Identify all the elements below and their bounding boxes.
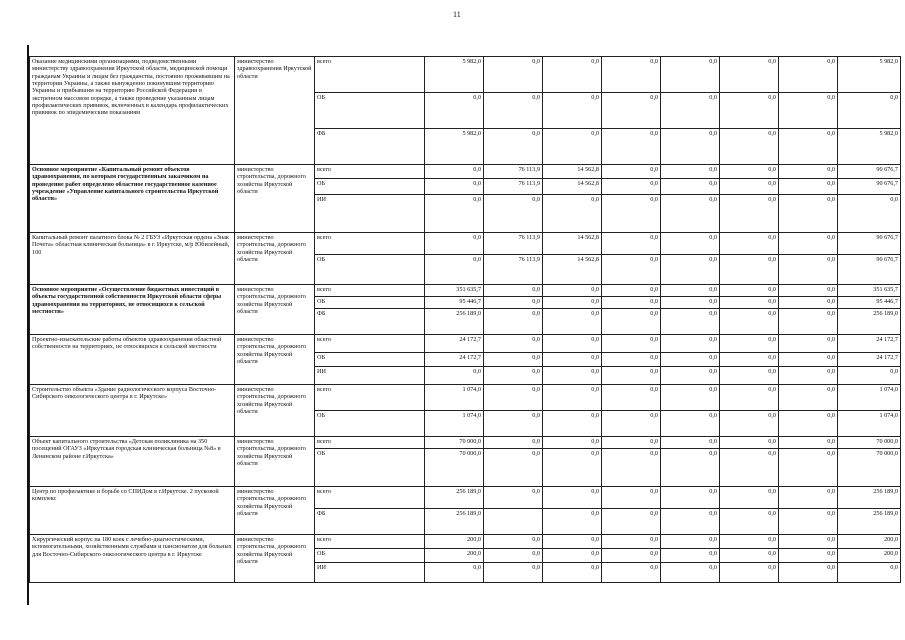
year-value-cell: 76 113,9 [484, 255, 543, 285]
year-value-cell: 256 189,0 [425, 487, 484, 509]
year-value-cell: 0,0 [779, 165, 838, 179]
year-value-cell: 256 189,0 [425, 309, 484, 335]
year-value-cell: 0,0 [543, 437, 602, 449]
year-value-cell: 351 635,7 [425, 285, 484, 297]
year-value-cell: 0,0 [720, 385, 779, 411]
year-value-cell: 0,0 [661, 535, 720, 549]
year-value-cell: 0,0 [661, 563, 720, 583]
activity-description: Хирургический корпус на 180 коек с лечебно-диагностическими, вспомогательными, хозяйственными службами и пансионатом для больных для Восточно-Сибирского онкологического центра в г. Иркутске [30, 535, 235, 583]
year-value-cell: 0,0 [484, 309, 543, 335]
year-value-cell: 0,0 [779, 57, 838, 93]
activity-description: Основное мероприятие «Капитальный ремонт объектов здравоохранения, по которым государственным заказчиком на проведение работ определено областное государственное казенное учреждение «Управление капитального строительства Иркутской области» [30, 165, 235, 233]
year-value-cell: 0,0 [720, 353, 779, 367]
program-table-body [30, 57, 901, 583]
total-value-cell: 90 676,7 [838, 179, 901, 195]
year-value-cell: 0,0 [602, 335, 661, 353]
year-value-cell: 0,0 [543, 57, 602, 93]
executor-cell: министерство строительства, дорожного хозяйства Иркутской области [235, 165, 315, 233]
year-value-cell: 70 000,0 [425, 449, 484, 487]
year-value-cell: 0,0 [779, 335, 838, 353]
year-value-cell: 0,0 [484, 297, 543, 309]
year-value-cell: 0,0 [779, 411, 838, 437]
funding-source-cell: ОБ [315, 411, 425, 437]
year-value-cell: 76 113,9 [484, 233, 543, 255]
year-value-cell: 0,0 [543, 509, 602, 535]
year-value-cell: 14 562,8 [543, 179, 602, 195]
year-value-cell: 24 172,7 [425, 335, 484, 353]
year-value-cell: 0,0 [720, 549, 779, 563]
year-value-cell: 0,0 [602, 195, 661, 233]
funding-source-cell: ФБ [315, 509, 425, 535]
year-value-cell: 0,0 [720, 437, 779, 449]
total-value-cell: 256 189,0 [838, 509, 901, 535]
year-value-cell: 0,0 [661, 449, 720, 487]
year-value-cell: 0,0 [661, 367, 720, 385]
year-value-cell: 0,0 [484, 353, 543, 367]
year-value-cell: 0,0 [543, 563, 602, 583]
funding-source-cell: ОБ [315, 353, 425, 367]
total-value-cell: 90 676,7 [838, 165, 901, 179]
year-value-cell: 0,0 [779, 233, 838, 255]
table-row [30, 57, 901, 93]
year-value-cell: 0,0 [720, 487, 779, 509]
executor-cell: министерство строительства, дорожного хозяйства Иркутской области [235, 385, 315, 437]
year-value-cell: 1 074,0 [425, 385, 484, 411]
year-value-cell: 0,0 [779, 353, 838, 367]
total-value-cell: 1 074,0 [838, 411, 901, 437]
year-value-cell: 0,0 [484, 449, 543, 487]
year-value-cell: 0,0 [661, 233, 720, 255]
year-value-cell: 14 562,8 [543, 165, 602, 179]
year-value-cell: 0,0 [661, 285, 720, 297]
total-value-cell: 0,0 [838, 93, 901, 129]
year-value-cell: 0,0 [484, 335, 543, 353]
year-value-cell: 0,0 [720, 57, 779, 93]
year-value-cell: 0,0 [543, 335, 602, 353]
year-value-cell: 0,0 [425, 165, 484, 179]
year-value-cell: 0,0 [484, 487, 543, 509]
year-value-cell: 0,0 [779, 179, 838, 195]
funding-source-cell: всего [315, 535, 425, 549]
year-value-cell: 0,0 [720, 255, 779, 285]
total-value-cell: 5 982,0 [838, 57, 901, 93]
year-value-cell: 0,0 [661, 129, 720, 165]
year-value-cell: 0,0 [720, 165, 779, 179]
year-value-cell: 0,0 [720, 195, 779, 233]
year-value-cell: 0,0 [720, 509, 779, 535]
year-value-cell: 0,0 [661, 353, 720, 367]
year-value-cell: 0,0 [543, 297, 602, 309]
year-value-cell: 0,0 [661, 437, 720, 449]
year-value-cell: 0,0 [602, 411, 661, 437]
executor-cell: министерство строительства, дорожного хозяйства Иркутской области [235, 437, 315, 487]
funding-source-cell: ИИ [315, 195, 425, 233]
year-value-cell: 0,0 [720, 233, 779, 255]
year-value-cell: 0,0 [661, 385, 720, 411]
table-row [30, 165, 901, 179]
year-value-cell: 0,0 [779, 309, 838, 335]
year-value-cell: 0,0 [543, 93, 602, 129]
year-value-cell: 0,0 [779, 437, 838, 449]
year-value-cell: 0,0 [543, 549, 602, 563]
year-value-cell: 0,0 [425, 233, 484, 255]
table-row [30, 487, 901, 509]
year-value-cell: 0,0 [484, 93, 543, 129]
total-value-cell: 0,0 [838, 563, 901, 583]
table-row [30, 535, 901, 549]
year-value-cell: 0,0 [543, 487, 602, 509]
funding-source-cell: ОБ [315, 449, 425, 487]
year-value-cell: 0,0 [484, 385, 543, 411]
year-value-cell: 76 113,9 [484, 179, 543, 195]
year-value-cell: 0,0 [779, 563, 838, 583]
funding-source-cell: ОБ [315, 93, 425, 129]
year-value-cell: 0,0 [779, 487, 838, 509]
funding-source-cell: всего [315, 165, 425, 179]
year-value-cell: 0,0 [720, 411, 779, 437]
year-value-cell: 0,0 [779, 93, 838, 129]
year-value-cell: 0,0 [425, 179, 484, 195]
year-value-cell: 0,0 [779, 285, 838, 297]
year-value-cell: 0,0 [602, 93, 661, 129]
total-value-cell: 5 982,0 [838, 129, 901, 165]
year-value-cell: 14 562,8 [543, 255, 602, 285]
year-value-cell: 0,0 [661, 179, 720, 195]
year-value-cell: 0,0 [543, 309, 602, 335]
funding-source-cell: всего [315, 437, 425, 449]
year-value-cell: 24 172,7 [425, 353, 484, 367]
year-value-cell: 0,0 [720, 309, 779, 335]
year-value-cell: 0,0 [661, 195, 720, 233]
year-value-cell: 0,0 [543, 285, 602, 297]
year-value-cell: 5 982,0 [425, 57, 484, 93]
funding-source-cell: всего [315, 385, 425, 411]
year-value-cell: 0,0 [779, 255, 838, 285]
executor-cell: министерство строительства, дорожного хозяйства Иркутской области [235, 233, 315, 285]
year-value-cell: 0,0 [543, 367, 602, 385]
total-value-cell: 200,0 [838, 535, 901, 549]
executor-cell: министерство строительства, дорожного хозяйства Иркутской области [235, 487, 315, 535]
executor-cell: министерство строительства, дорожного хозяйства Иркутской области [235, 535, 315, 583]
year-value-cell: 0,0 [720, 285, 779, 297]
year-value-cell: 0,0 [779, 385, 838, 411]
total-value-cell: 95 446,7 [838, 297, 901, 309]
page-number: 11 [453, 10, 461, 19]
year-value-cell: 0,0 [602, 549, 661, 563]
year-value-cell: 0,0 [779, 129, 838, 165]
year-value-cell: 0,0 [720, 535, 779, 549]
total-value-cell: 70 000,0 [838, 437, 901, 449]
funding-source-cell: ФБ [315, 309, 425, 335]
year-value-cell: 1 074,0 [425, 411, 484, 437]
table-row [30, 285, 901, 297]
year-value-cell: 95 446,7 [425, 297, 484, 309]
year-value-cell: 0,0 [484, 57, 543, 93]
year-value-cell: 0,0 [602, 309, 661, 335]
year-value-cell: 0,0 [484, 285, 543, 297]
funding-source-cell: ОБ [315, 255, 425, 285]
year-value-cell: 0,0 [602, 255, 661, 285]
year-value-cell: 0,0 [602, 367, 661, 385]
total-value-cell: 351 635,7 [838, 285, 901, 297]
funding-source-cell: ИИ [315, 367, 425, 385]
year-value-cell: 0,0 [425, 195, 484, 233]
funding-source-cell: ОБ [315, 297, 425, 309]
funding-source-cell: ОБ [315, 549, 425, 563]
year-value-cell: 0,0 [661, 93, 720, 129]
year-value-cell: 0,0 [425, 563, 484, 583]
executor-cell: министерство строительства, дорожного хозяйства Иркутской области [235, 335, 315, 385]
total-value-cell: 256 189,0 [838, 487, 901, 509]
year-value-cell: 0,0 [661, 297, 720, 309]
year-value-cell: 0,0 [484, 411, 543, 437]
year-value-cell: 0,0 [543, 353, 602, 367]
year-value-cell: 0,0 [720, 297, 779, 309]
year-value-cell: 0,0 [661, 57, 720, 93]
total-value-cell: 0,0 [838, 367, 901, 385]
total-value-cell: 256 189,0 [838, 309, 901, 335]
year-value-cell: 0,0 [779, 195, 838, 233]
year-value-cell: 200,0 [425, 549, 484, 563]
year-value-cell: 0,0 [602, 233, 661, 255]
year-value-cell: 0,0 [543, 385, 602, 411]
year-value-cell: 256 189,0 [425, 509, 484, 535]
year-value-cell: 0,0 [425, 367, 484, 385]
year-value-cell: 0,0 [779, 297, 838, 309]
year-value-cell: 0,0 [425, 93, 484, 129]
year-value-cell: 0,0 [661, 255, 720, 285]
table-row [30, 233, 901, 255]
year-value-cell: 0,0 [602, 179, 661, 195]
activity-description: Капитальный ремонт палатного блока № 2 ГБУЗ «Иркутская ордена «Знак Почета» областная клиническая больница» в г. Иркутске, м/р Юбилейный, 100 [30, 233, 235, 285]
funding-source-cell: всего [315, 285, 425, 297]
year-value-cell: 0,0 [602, 487, 661, 509]
year-value-cell: 0,0 [602, 449, 661, 487]
program-table [29, 56, 901, 583]
year-value-cell: 0,0 [779, 449, 838, 487]
funding-source-cell: ИИ [315, 563, 425, 583]
year-value-cell: 0,0 [779, 549, 838, 563]
year-value-cell: 14 562,8 [543, 233, 602, 255]
total-value-cell: 90 676,7 [838, 233, 901, 255]
total-value-cell: 90 676,7 [838, 255, 901, 285]
executor-cell: министерство строительства, дорожного хозяйства Иркутской области [235, 285, 315, 335]
year-value-cell: 0,0 [720, 367, 779, 385]
year-value-cell: 70 000,0 [425, 437, 484, 449]
year-value-cell: 5 982,0 [425, 129, 484, 165]
year-value-cell: 0,0 [484, 195, 543, 233]
year-value-cell: 0,0 [779, 509, 838, 535]
funding-source-cell: всего [315, 57, 425, 93]
funding-source-cell: всего [315, 233, 425, 255]
funding-source-cell: всего [315, 335, 425, 353]
year-value-cell: 0,0 [484, 535, 543, 549]
year-value-cell: 0,0 [602, 563, 661, 583]
year-value-cell: 0,0 [484, 129, 543, 165]
total-value-cell: 70 000,0 [838, 449, 901, 487]
activity-description: Объект капитального строительства «Детская поликлиника на 350 посещений ОГАУЗ «Иркутская городская клиническая больница №8» в Ленинском районе г.Иркутска» [30, 437, 235, 487]
year-value-cell: 0,0 [661, 411, 720, 437]
year-value-cell: 0,0 [543, 129, 602, 165]
year-value-cell: 76 113,9 [484, 165, 543, 179]
year-value-cell: 0,0 [543, 449, 602, 487]
year-value-cell [484, 509, 543, 535]
funding-source-cell: ОБ [315, 179, 425, 195]
year-value-cell: 0,0 [602, 437, 661, 449]
year-value-cell: 0,0 [602, 165, 661, 179]
year-value-cell: 0,0 [720, 335, 779, 353]
year-value-cell: 0,0 [602, 353, 661, 367]
year-value-cell: 200,0 [425, 535, 484, 549]
table-row [30, 385, 901, 411]
year-value-cell: 0,0 [720, 179, 779, 195]
activity-description: Основное мероприятие «Осуществление бюджетных инвестиций в объекты государственной собственности Иркутской области сферы здравоохранения на территориях, не относящихся к сельской местности» [30, 285, 235, 335]
year-value-cell: 0,0 [543, 411, 602, 437]
year-value-cell: 0,0 [602, 535, 661, 549]
total-value-cell: 24 172,7 [838, 335, 901, 353]
year-value-cell: 0,0 [779, 367, 838, 385]
year-value-cell: 0,0 [602, 57, 661, 93]
activity-description: Центр по профилактике и борьбе со СПИДом в г.Иркутске. 2 пусковой комплекс [30, 487, 235, 535]
year-value-cell: 0,0 [484, 549, 543, 563]
table-row [30, 437, 901, 449]
year-value-cell: 0,0 [602, 297, 661, 309]
year-value-cell: 0,0 [720, 129, 779, 165]
executor-cell: министерство здравоохранения Иркутской области [235, 57, 315, 165]
activity-description: Оказание медицинскими организациями, подведомственными министерству здравоохранения Иркутской области, медицинской помощи гражданам Украины и лицам без гражданства, постоянно проживавшим на территории Украины, а также вынужденно покинувшим территорию Украины и прибывшим на территорию Российской Федерации в экстренном массовом порядке, а также проведение указанным лицам профилактических прививок, включенных в календарь профилактических прививок по эпидемическим показаниям [30, 57, 235, 165]
year-value-cell: 0,0 [602, 129, 661, 165]
table-row [30, 335, 901, 353]
year-value-cell: 0,0 [543, 535, 602, 549]
year-value-cell: 0,0 [661, 309, 720, 335]
year-value-cell: 0,0 [543, 195, 602, 233]
year-value-cell: 0,0 [602, 509, 661, 535]
year-value-cell: 0,0 [779, 535, 838, 549]
year-value-cell: 0,0 [484, 437, 543, 449]
year-value-cell: 0,0 [661, 165, 720, 179]
year-value-cell: 0,0 [602, 285, 661, 297]
year-value-cell: 0,0 [484, 563, 543, 583]
year-value-cell: 0,0 [602, 385, 661, 411]
year-value-cell: 0,0 [661, 335, 720, 353]
total-value-cell: 24 172,7 [838, 353, 901, 367]
activity-description: Строительство объекта «Здание радиологического корпуса Восточно-Сибирского онкологического центра в г. Иркутске» [30, 385, 235, 437]
year-value-cell: 0,0 [661, 509, 720, 535]
year-value-cell: 0,0 [720, 93, 779, 129]
activity-description: Проектно-изыскательские работы объектов здравоохранения областной собственности на территориях, не относящихся к сельской местности [30, 335, 235, 385]
year-value-cell: 0,0 [720, 449, 779, 487]
total-value-cell: 1 074,0 [838, 385, 901, 411]
funding-source-cell: ФБ [315, 129, 425, 165]
total-value-cell: 0,0 [838, 195, 901, 233]
year-value-cell: 0,0 [661, 549, 720, 563]
year-value-cell: 0,0 [425, 255, 484, 285]
funding-source-cell: всего [315, 487, 425, 509]
year-value-cell: 0,0 [720, 563, 779, 583]
total-value-cell: 200,0 [838, 549, 901, 563]
year-value-cell: 0,0 [484, 367, 543, 385]
year-value-cell: 0,0 [661, 487, 720, 509]
